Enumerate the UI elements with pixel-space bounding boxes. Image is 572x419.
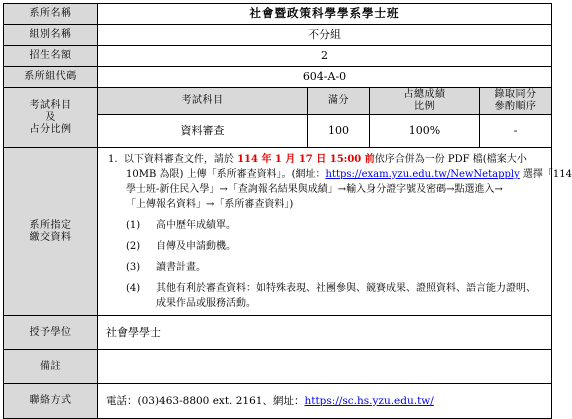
dept-name-value: 社會暨政策科學學系學士班 bbox=[98, 4, 552, 25]
col-header-full-score: 滿分 bbox=[308, 88, 370, 115]
group-name-row bbox=[4, 25, 552, 46]
col-header-tiebreak-line1: 錄取同分 bbox=[494, 89, 537, 100]
documents-item1-line3: 學士班-新住民入學」→「查詢報名結果與成績」→輸入身分證字號及密碼→點選進入→ bbox=[126, 184, 503, 195]
subitem-number: (1) bbox=[126, 220, 141, 231]
degree-row bbox=[4, 316, 552, 350]
item1-text-b: 依序合併為一份 PDF 檔(檔案大小 bbox=[374, 154, 527, 165]
exam-header-row bbox=[4, 88, 552, 115]
documents-item1-line1 bbox=[108, 152, 543, 167]
group-name-value: 不分組 bbox=[98, 25, 552, 46]
exam-label-line3: 占分比例 bbox=[29, 123, 72, 135]
group-name-label: 組別名稱 bbox=[4, 25, 98, 46]
code-value: 604-A-0 bbox=[98, 67, 552, 88]
document-subitem bbox=[108, 281, 543, 311]
department-website-link[interactable]: https://sc.hs.yzu.edu.tw/ bbox=[304, 394, 434, 407]
subitem-number: (4) bbox=[126, 283, 141, 294]
application-url-link[interactable]: https://exam.yzu.edu.tw/NewNetapply bbox=[325, 169, 520, 180]
documents-label-line1: 系所指定 bbox=[29, 219, 72, 231]
exam-subject-cell: 資料審查 bbox=[98, 115, 308, 148]
item1-text-c: 10MB 為限) 上傳「系所審查資料」。(網址： bbox=[126, 169, 326, 180]
exam-label bbox=[4, 88, 98, 148]
col-header-ratio-line1: 占總成績 bbox=[403, 89, 446, 100]
exam-ratio-cell: 100% bbox=[370, 115, 480, 148]
dept-name-row bbox=[4, 4, 552, 25]
documents-label-line2: 繳交資料 bbox=[29, 231, 72, 243]
document-subitem bbox=[108, 239, 543, 254]
document-subitem bbox=[108, 260, 543, 275]
documents-row bbox=[4, 148, 552, 316]
degree-value: 社會學學士 bbox=[98, 316, 552, 350]
notes-label: 備註 bbox=[4, 350, 98, 384]
submission-deadline: 114 年 1 月 17 日 15:00 前 bbox=[237, 154, 375, 165]
quota-row bbox=[4, 46, 552, 67]
documents-content bbox=[98, 148, 572, 316]
col-header-tiebreak bbox=[480, 88, 552, 115]
subitem-text: 高中歷年成績單。 bbox=[156, 220, 236, 231]
dept-name-label: 系所名稱 bbox=[4, 4, 98, 25]
exam-label-line1: 考試科目 bbox=[29, 99, 72, 111]
contact-label: 聯絡方式 bbox=[4, 384, 98, 419]
documents-label bbox=[4, 148, 98, 316]
contact-phone-text: 電話：(03)463-8800 ext. 2161、網址： bbox=[106, 394, 305, 407]
document-subitem bbox=[108, 218, 543, 233]
degree-label: 授予學位 bbox=[4, 316, 98, 350]
subitem-text: 讀書計畫。 bbox=[156, 262, 206, 273]
item1-number: 1. bbox=[108, 154, 118, 165]
contact-row bbox=[4, 384, 552, 419]
exam-full-score-cell: 100 bbox=[308, 115, 370, 148]
subitem-number: (2) bbox=[126, 241, 141, 252]
contact-value bbox=[98, 384, 552, 419]
item1-text-d: 選擇「114 bbox=[519, 169, 572, 180]
exam-label-line2: 及 bbox=[45, 111, 56, 123]
documents-item1-line2 bbox=[108, 167, 572, 182]
subitem-text: 其他有利於審查資料：如特殊表現、社團參與、競賽成果、證照資料、語言能力證明、成果作品或服務活動。 bbox=[156, 283, 536, 309]
col-header-ratio bbox=[370, 88, 480, 115]
documents-item1-line4: 「上傳報名資料」→「系所審查資料」) bbox=[126, 199, 294, 210]
code-row bbox=[4, 67, 552, 88]
notes-row bbox=[4, 350, 552, 384]
col-header-tiebreak-line2: 參酌順序 bbox=[494, 101, 537, 112]
col-header-ratio-line2: 比例 bbox=[414, 101, 435, 112]
notes-value bbox=[98, 350, 552, 384]
item1-text-a: 以下資料審查文件，請於 bbox=[123, 154, 238, 165]
code-label: 系所組代碼 bbox=[4, 67, 98, 88]
admission-info-table bbox=[3, 3, 572, 419]
quota-value: 2 bbox=[98, 46, 552, 67]
subitem-number: (3) bbox=[126, 262, 141, 273]
subitem-text: 自傳及申請動機。 bbox=[156, 241, 236, 252]
col-header-subject: 考試科目 bbox=[98, 88, 308, 115]
exam-tiebreak-cell: - bbox=[480, 115, 552, 148]
quota-label: 招生名額 bbox=[4, 46, 98, 67]
